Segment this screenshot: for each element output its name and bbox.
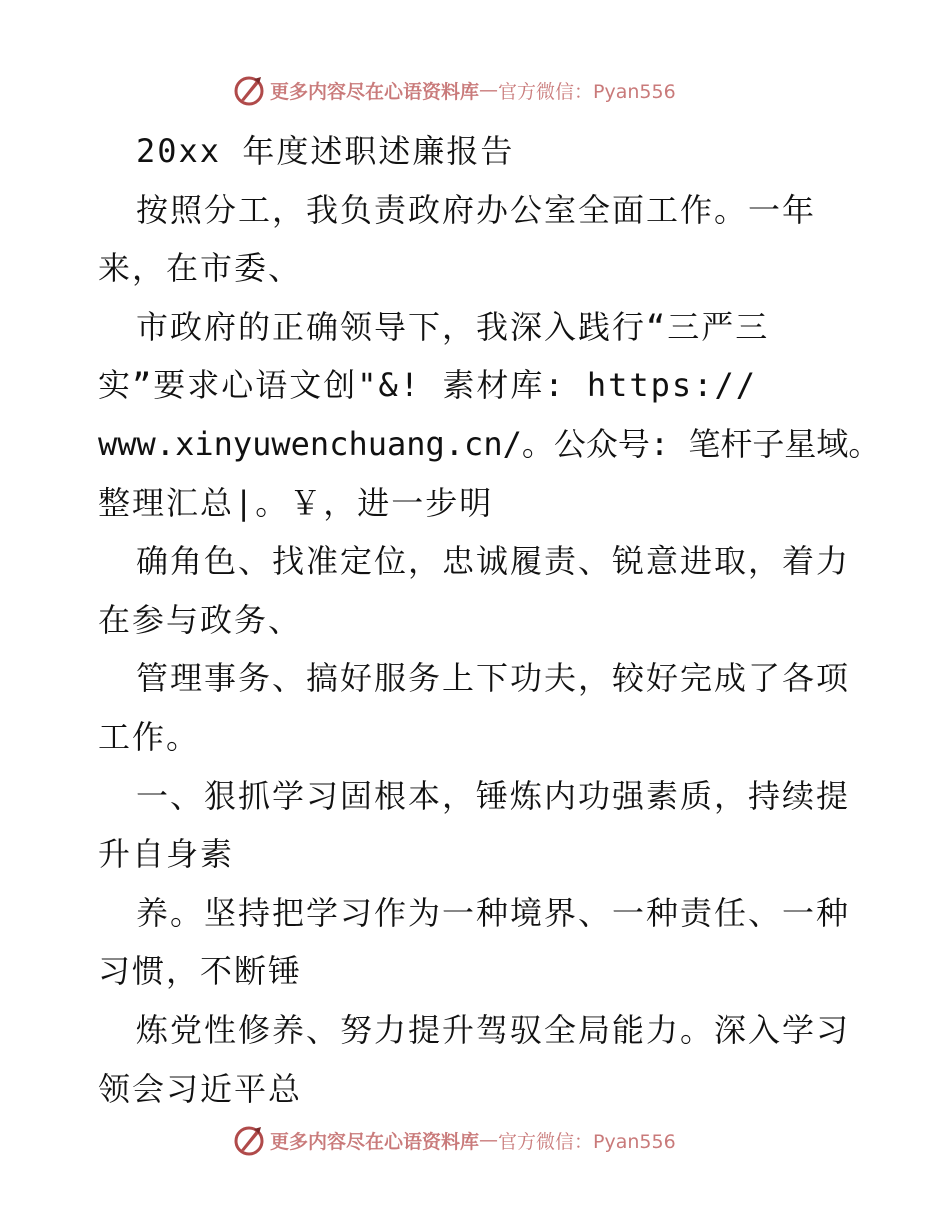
text-line: 在参与政务、 bbox=[98, 600, 303, 639]
document-title: 20xx 年度述职述廉报告 bbox=[136, 132, 515, 170]
quill-circle-logo-icon bbox=[232, 1123, 266, 1157]
text-line: 管理事务、搞好服务上下功夫，较好完成了各项 bbox=[136, 659, 851, 698]
text-line: 领会习近平总 bbox=[98, 1069, 303, 1108]
quill-circle-logo-icon bbox=[232, 73, 266, 107]
header-banner bbox=[232, 70, 676, 110]
text-line: 来，在市委、 bbox=[98, 249, 303, 288]
banner-title: 更多内容尽在心语资料库 bbox=[270, 80, 480, 103]
text-line: 工作。 bbox=[98, 717, 201, 756]
banner-title: 更多内容尽在心语资料库 bbox=[270, 1130, 480, 1153]
text-line: 养。坚持把学习作为一种境界、一种责任、一种 bbox=[136, 893, 851, 932]
document-body bbox=[98, 122, 881, 1118]
text-line: 市政府的正确领导下，我深入践行“三严三 bbox=[136, 307, 770, 346]
text-line: 确角色、找准定位，忠诚履责、锐意进取，着力 bbox=[136, 542, 851, 581]
banner-wechat: 官方微信：Pyan556 bbox=[498, 80, 676, 103]
banner-separator: — bbox=[479, 1129, 499, 1151]
footer-banner bbox=[232, 1120, 676, 1160]
text-line: 升自身素 bbox=[98, 835, 235, 874]
text-line: 按照分工，我负责政府办公室全面工作。一年 bbox=[136, 190, 817, 229]
text-line: 炼党性修养、努力提升驾驭全局能力。深入学习 bbox=[136, 1010, 851, 1049]
banner-wechat: 官方微信：Pyan556 bbox=[498, 1130, 676, 1153]
banner-separator: — bbox=[479, 79, 499, 101]
text-line: 习惯，不断锤 bbox=[98, 952, 303, 991]
text-line: 一、狠抓学习固根本，锤炼内功强素质，持续提 bbox=[136, 776, 851, 815]
text-line: www.xinyuwenchuang.cn/。公众号: 笔杆子星域。 bbox=[98, 424, 881, 463]
text-line: 整理汇总|。￥，进一步明 bbox=[98, 483, 494, 522]
text-line: 实”要求心语文创"&! 素材库: https:// bbox=[98, 366, 757, 405]
